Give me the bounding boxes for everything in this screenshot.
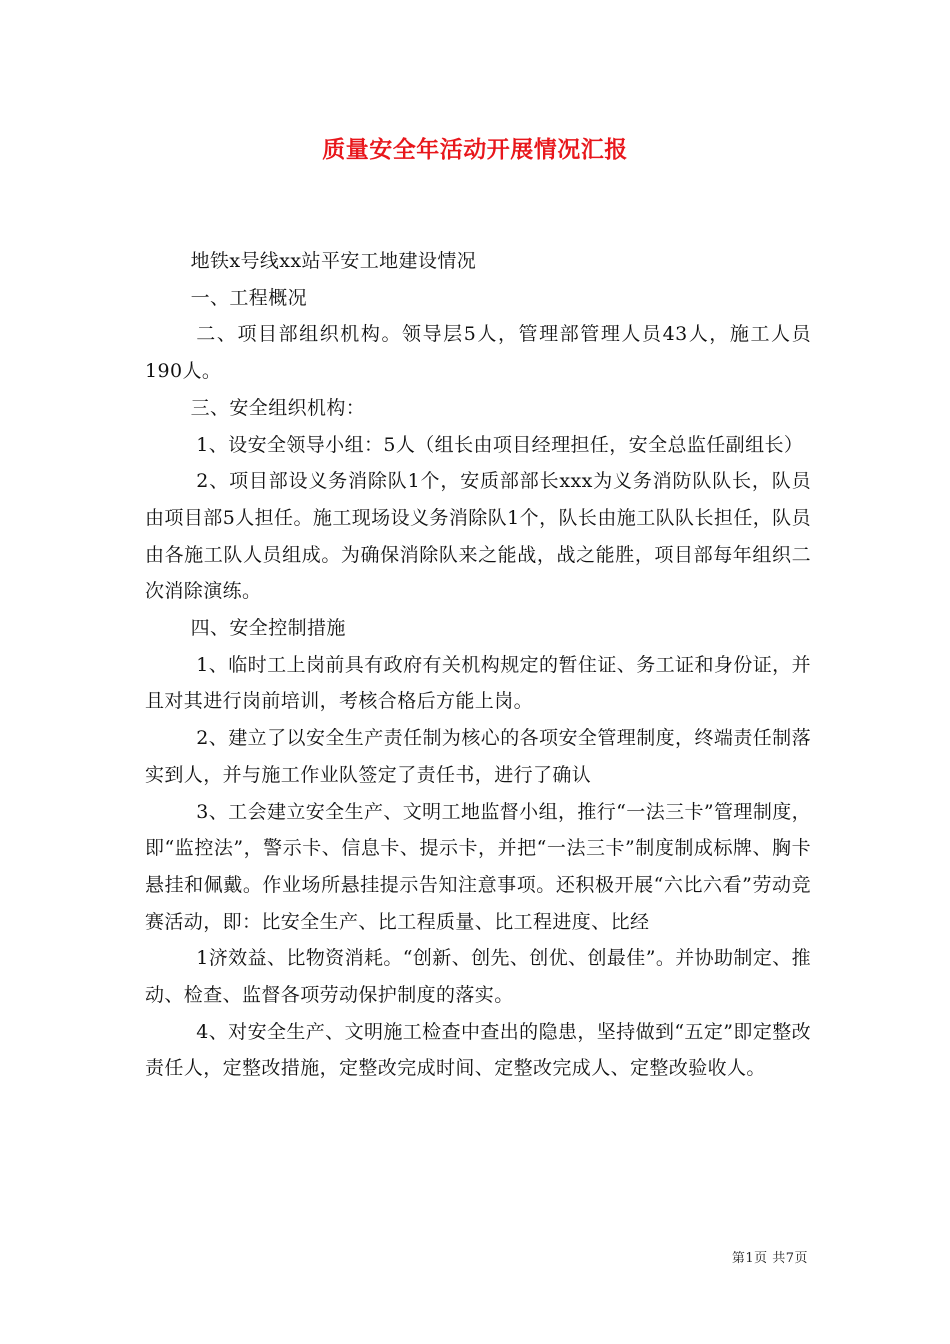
paragraph-item-3-1: 1、设安全领导小组：5人（组长由项目经理担任，安全总监任副组长） (196, 433, 804, 456)
paragraph-item-3-2: 2、项目部设义务消除队1个，安质部部长xxx为义务消防队队长，队员由项目部5人担任。施工现场设义务消除队1个，队长由施工队队长担任，队员由各施工队人员组成。为确保消除队来之能战，战之能胜，项目部每年组织二次消除演练。 (145, 470, 811, 603)
paragraph-item-4-2: 2、建立了以安全生产责任制为核心的各项安全管理制度，终端责任制落实到人，并与施工作业队签定了责任书，进行了确认 (145, 727, 811, 786)
page-number: 第1页 共7页 (731, 1251, 808, 1266)
paragraph-section-2: 二、项目部组织机构。领导层5人，管理部管理人员43人，施工人员190人。 (145, 323, 811, 383)
document-title: 质量安全年活动开展情况汇报 (322, 136, 628, 163)
paragraph-site-heading: 地铁x号线xx站平安工地建设情况 (190, 250, 477, 272)
paragraph-item-4-1: 1、临时工上岗前具有政府有关机构规定的暂住证、务工证和身份证，并且对其进行岗前培训，考核合格后方能上岗。 (145, 653, 811, 713)
document-body (145, 243, 811, 1087)
paragraph-item-4-3: 3、工会建立安全生产、文明工地监督小组，推行“一法三卡”管理制度，即“监控法”，警示卡、信息卡、提示卡，并把“一法三卡”制度制成标牌、胸卡悬挂和佩戴。作业场所悬挂提示告知注意事项。还积极开展“六比六看”劳动竞赛活动，即：比安全生产、比工程质量、比工程进度、比经 (145, 800, 812, 933)
paragraph-section-1: 一、工程概况 (190, 286, 307, 309)
paragraph-item-4-3-cont: 1济效益、比物资消耗。“创新、创先、创优、创最佳”。并协助制定、推动、检查、监督各项劳动保护制度的落实。 (145, 947, 812, 1007)
paragraph-section-4: 四、安全控制措施 (190, 617, 346, 640)
paragraph-section-3: 三、安全组织机构： (190, 396, 366, 419)
paragraph-item-4-4: 4、对安全生产、文明施工检查中查出的隐患，坚持做到“五定”即定整改责任人，定整改措施，定整改完成时间、定整改完成人、定整改验收人。 (145, 1020, 812, 1080)
